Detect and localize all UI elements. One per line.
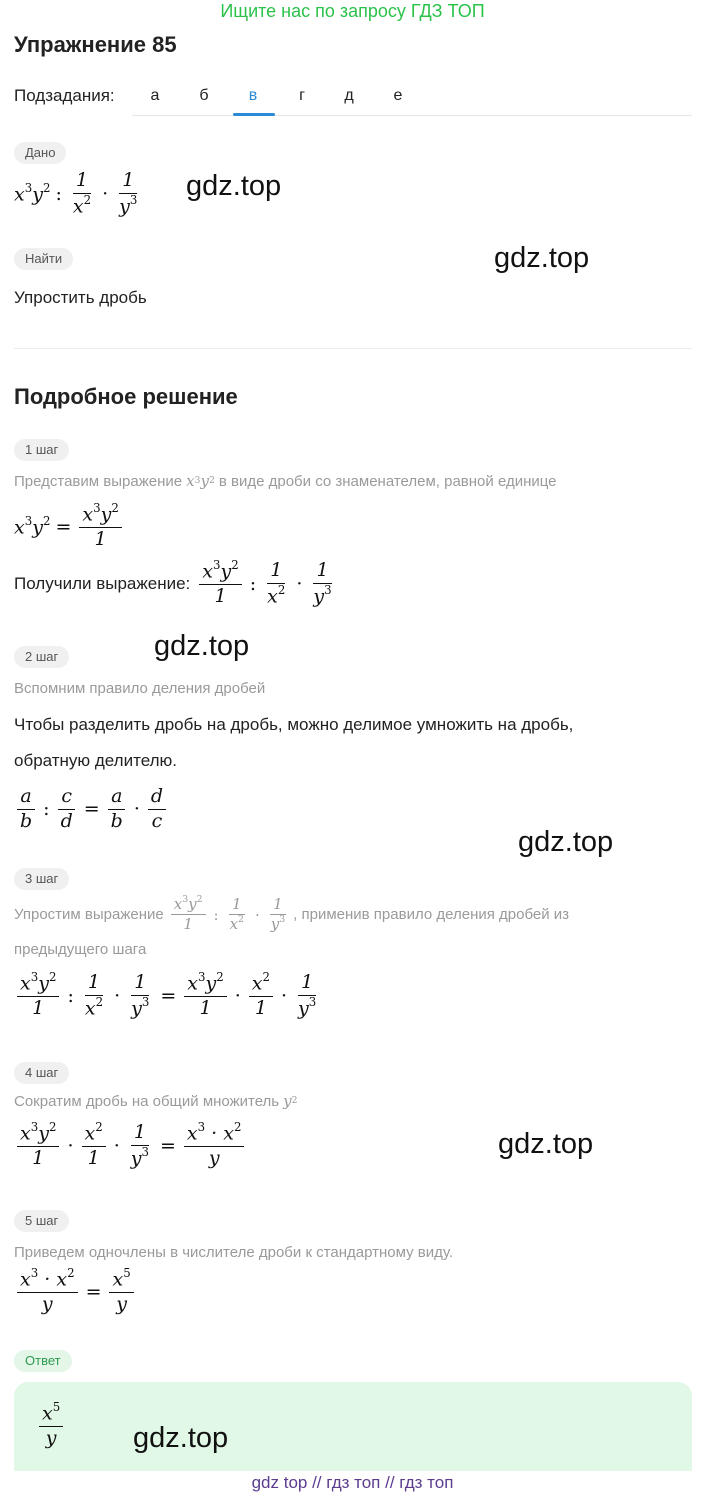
tab-g[interactable]: г bbox=[299, 87, 305, 104]
step4-desc: Сократим дробь на общий множитель bbox=[14, 1092, 280, 1110]
given-chip: Дано bbox=[14, 142, 66, 164]
division-rule-formula: $\frac{a}{b}$ : $\frac{c}{d}$ = $\frac{a}{b}$ · $\frac{d}{c}$ bbox=[14, 786, 169, 833]
step1-description: Представим выражение x 3 y 2 в виде дроби со знаменателем, равной единице bbox=[14, 472, 557, 490]
active-tab-indicator bbox=[233, 113, 275, 116]
subtasks-label: Подзадания: bbox=[14, 86, 115, 105]
watermark: gdz.top bbox=[498, 1128, 594, 1160]
footer-links[interactable]: gdz top // гдз топ // гдз топ bbox=[0, 1471, 705, 1498]
subtask-tabs bbox=[132, 80, 692, 116]
step4-description: Сократим дробь на общий множитель y 2 bbox=[14, 1092, 298, 1110]
tab-b[interactable]: б bbox=[199, 87, 209, 104]
given-expression: $x^3y^2$ : $\frac{1}{x^2}$ · $\frac{1}{y^3}$ bbox=[14, 169, 138, 218]
step3-desc-line2: предыдущего шага bbox=[14, 941, 147, 958]
step1-result: Получили выражение: $\frac{x^3y^2}{1}$ : $\frac{1}{x^2}$ · $\frac{1}{y^3}$ bbox=[14, 558, 332, 608]
step3-desc-after: , применив правило деления дробей из bbox=[293, 906, 570, 924]
step1-desc-after: в виде дроби со знаменателем, равной единице bbox=[218, 472, 557, 490]
watermark: gdz.top bbox=[133, 1422, 229, 1454]
answer-formula: $\frac{x^5}{y}$ bbox=[36, 1402, 66, 1450]
watermark: gdz.top bbox=[186, 170, 282, 202]
step4-formula: $\frac{x^3y^2}{1}$ · $\frac{x^2}{1}$ · $\frac{1}{y^3}$ = $\frac{x^3 \cdot x^2}{y}$ bbox=[14, 1122, 247, 1170]
step2-description: Вспомним правило деления дробей bbox=[14, 680, 266, 697]
step4-chip: 4 шаг bbox=[14, 1062, 69, 1084]
step1-result-label: Получили выражение: bbox=[14, 574, 191, 593]
step2-rule-line2: обратную делителю. bbox=[14, 751, 177, 770]
find-chip: Найти bbox=[14, 248, 73, 270]
step5-chip: 5 шаг bbox=[14, 1210, 69, 1232]
tab-e[interactable]: е bbox=[393, 87, 403, 104]
step2-rule-line1: Чтобы разделить дробь на дробь, можно делимое умножить на дробь, bbox=[14, 715, 574, 734]
step1-formula: $x^3y^2$ = $\frac{x^3y^2}{1}$ bbox=[14, 503, 125, 551]
step5-formula: $\frac{x^3 \cdot x^2}{y}$ = $\frac{x^5}{y}$ bbox=[14, 1268, 137, 1316]
watermark: gdz.top bbox=[154, 630, 250, 662]
step1-desc-before: Представим выражение bbox=[14, 472, 183, 490]
section-divider bbox=[14, 348, 692, 349]
tab-a[interactable]: а bbox=[150, 87, 160, 104]
find-text: Упростить дробь bbox=[14, 288, 147, 307]
step5-description: Приведем одночлены в числителе дроби к стандартному виду. bbox=[14, 1244, 454, 1261]
step3-description: Упростим выражение $\frac{x^3y^2}{1}$ : $\frac{1}{x^2}$ · $\frac{1}{y^3}$ , применив правило деления дробей из bbox=[14, 894, 570, 934]
tab-d[interactable]: д bbox=[344, 87, 354, 104]
step2-chip: 2 шаг bbox=[14, 646, 69, 668]
watermark: gdz.top bbox=[494, 242, 590, 274]
answer-box bbox=[14, 1382, 692, 1482]
step3-chip: 3 шаг bbox=[14, 868, 69, 890]
page-title: Упражнение 85 bbox=[14, 32, 177, 57]
step1-chip: 1 шаг bbox=[14, 439, 69, 461]
watermark: gdz.top bbox=[518, 826, 614, 858]
tab-v[interactable]: в bbox=[248, 87, 258, 104]
promo-banner: Ищите нас по запросу ГДЗ ТОП bbox=[220, 1, 485, 21]
step3-formula: $\frac{x^3y^2}{1}$ : $\frac{1}{x^2}$ · $\frac{1}{y^3}$ = $\frac{x^3y^2}{1}$ · $\frac{x^2}{1}$ · $\frac{1}{y^3}$ bbox=[14, 972, 322, 1020]
answer-chip: Ответ bbox=[14, 1350, 72, 1372]
solution-heading: Подробное решение bbox=[14, 384, 238, 409]
step3-desc-before: Упростим выражение bbox=[14, 906, 164, 924]
